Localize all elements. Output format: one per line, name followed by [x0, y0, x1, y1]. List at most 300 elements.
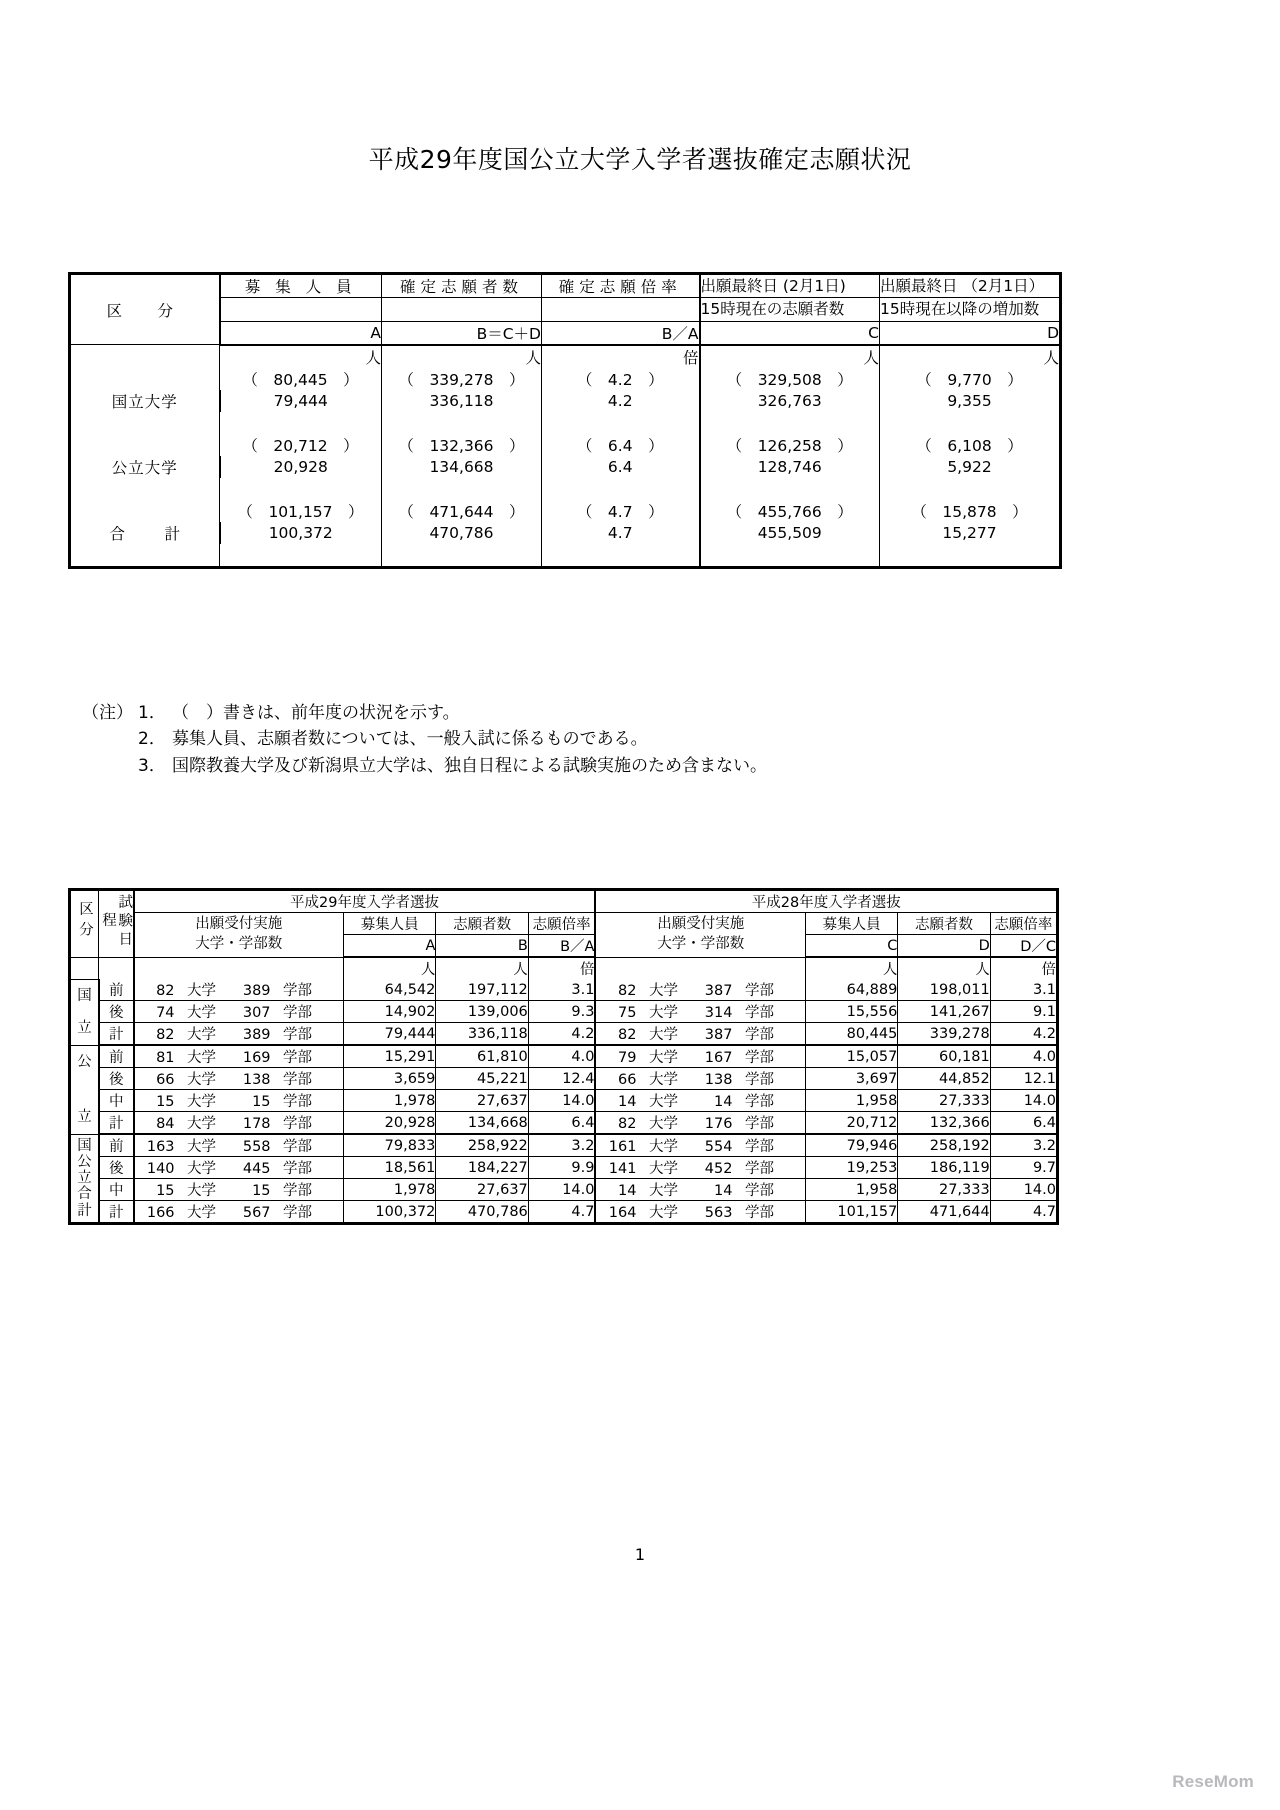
- bairitsu-cell: 4.2: [528, 1023, 595, 1046]
- header-shigan-h28: 志願者数: [898, 913, 990, 935]
- univ-word: 大学: [187, 1116, 217, 1132]
- univ-fac-cell: [595, 979, 805, 1001]
- table-row: [70, 979, 1058, 1001]
- table-row: [70, 1157, 1058, 1179]
- curr-shigan: 336,118: [382, 390, 542, 412]
- table-row: [70, 1023, 1058, 1046]
- shigan-cell: 27,637: [436, 1090, 528, 1112]
- table-row: （ 101,157 ） （ 471,644 ） （ 4.7 ） （ 455,766 ） （ 15,878 ）: [70, 500, 1061, 522]
- univ-word: 大学: [187, 1205, 217, 1221]
- shigan-cell: 134,668: [436, 1112, 528, 1135]
- boshu-cell: 64,889: [805, 979, 897, 1001]
- fac-count: 14: [714, 1183, 733, 1199]
- bairitsu-cell: 4.7: [990, 1201, 1057, 1224]
- page-number: 1: [634, 1545, 646, 1564]
- header-letter-b: B: [436, 935, 528, 958]
- spacer-row: [70, 412, 1061, 434]
- spacer-row: [70, 478, 1061, 500]
- univ-count: 14: [618, 1094, 637, 1110]
- bairitsu-cell: 3.2: [528, 1134, 595, 1157]
- univ-fac-cell: [134, 1090, 344, 1112]
- schedule-cell: 後: [99, 1001, 134, 1023]
- unit-nin: 人: [700, 345, 880, 368]
- univ-word: 大学: [187, 1050, 217, 1066]
- bairitsu-cell: 4.0: [990, 1045, 1057, 1068]
- unit-bai: 倍: [990, 957, 1057, 979]
- univ-word: 大学: [648, 1161, 678, 1177]
- table-row: （ 80,445 ） （ 339,278 ） （ 4.2 ） （ 329,508 ） （ 9,770 ）: [70, 368, 1061, 390]
- univ-fac-cell: [134, 1112, 344, 1135]
- bairitsu-cell: 4.2: [990, 1023, 1057, 1046]
- table-row: [70, 1112, 1058, 1135]
- curr-shigan: 470,786: [382, 522, 542, 544]
- row-label-public: 公立大学: [70, 456, 220, 478]
- prev-bairitsu: 4.2: [607, 370, 633, 389]
- univ-word: 大学: [187, 1094, 217, 1110]
- univ-fac-cell: [134, 1157, 344, 1179]
- schedule-cell: 前: [99, 1134, 134, 1157]
- table-header-row: [70, 274, 1061, 298]
- unit-nin: 人: [898, 957, 990, 979]
- table-row: （ 20,712 ） （ 132,366 ） （ 6.4 ） （ 126,258 ） （ 6,108 ）: [70, 434, 1061, 456]
- univ-count: 163: [146, 1139, 175, 1155]
- curr-boshu: 79,444: [220, 390, 382, 412]
- group-label-grand-total: 国 公 立 合 計: [70, 1134, 99, 1224]
- fac-count: 387: [704, 983, 733, 999]
- univ-count: 164: [608, 1205, 637, 1221]
- fac-count: 169: [242, 1050, 271, 1066]
- fac-word: 学部: [744, 1205, 774, 1221]
- table-header-row: [70, 890, 1058, 913]
- univ-fac-cell: [595, 1023, 805, 1046]
- shigan-cell: 258,922: [436, 1134, 528, 1157]
- header-shigan-h29: 志願者数: [436, 913, 528, 935]
- fac-word: 学部: [744, 1116, 774, 1132]
- schedule-cell: 計: [99, 1201, 134, 1224]
- shigan-cell: 197,112: [436, 979, 528, 1001]
- table-row: [70, 1045, 1058, 1068]
- summary-table-container: [68, 272, 1059, 569]
- header-letter-b: B＝C＋D: [382, 321, 542, 345]
- spacer-row: [70, 544, 1061, 568]
- schedule-cell: 後: [99, 1157, 134, 1179]
- fac-word: 学部: [744, 1161, 774, 1177]
- header-kubun-text: 区分: [76, 901, 93, 943]
- fac-word: 学部: [283, 1005, 313, 1021]
- prev-boshu: 101,157: [268, 502, 333, 521]
- prev-bairitsu: 6.4: [607, 436, 633, 455]
- header-uketsuke-h29: 出願受付実施 大学・学部数: [134, 913, 344, 958]
- boshu-cell: 3,659: [344, 1068, 436, 1090]
- univ-fac-cell: [595, 1134, 805, 1157]
- header-col-c-line1: 出願最終日 (2月1日): [700, 274, 880, 298]
- univ-fac-cell: [595, 1157, 805, 1179]
- univ-word: 大学: [648, 1094, 678, 1110]
- schedule-cell: 計: [99, 1023, 134, 1046]
- univ-fac-cell: [134, 1001, 344, 1023]
- fac-count: 15: [252, 1094, 271, 1110]
- header-letter-a: A: [344, 935, 436, 958]
- univ-count: 82: [618, 1027, 637, 1043]
- bairitsu-cell: 3.2: [990, 1134, 1057, 1157]
- boshu-cell: 15,556: [805, 1001, 897, 1023]
- fac-count: 138: [242, 1072, 271, 1088]
- bairitsu-cell: 3.1: [528, 979, 595, 1001]
- header-col-c-line2: 15時現在の志願者数: [700, 298, 880, 321]
- univ-word: 大学: [648, 1005, 678, 1021]
- header-letter-c: C: [700, 321, 880, 345]
- prev-shigan: 339,278: [429, 370, 494, 389]
- notes-block: [82, 700, 767, 779]
- header-schedule-vertical: [99, 890, 134, 958]
- fac-count: 387: [704, 1027, 733, 1043]
- bairitsu-cell: 9.1: [990, 1001, 1057, 1023]
- bairitsu-cell: 3.1: [990, 979, 1057, 1001]
- univ-fac-cell: [595, 1068, 805, 1090]
- note-number: 1．: [138, 703, 166, 723]
- fac-count: 15: [252, 1183, 271, 1199]
- univ-word: 大学: [187, 1183, 217, 1199]
- boshu-cell: 20,712: [805, 1112, 897, 1135]
- prev-c: 126,258: [757, 436, 822, 455]
- prev-value-wrap: （ 80,445 ）: [242, 370, 359, 389]
- header-boshu-h28: 募集人員: [805, 913, 897, 935]
- fac-word: 学部: [744, 1139, 774, 1155]
- header-bairitsu-h28: 志願倍率: [990, 913, 1057, 935]
- univ-count: 66: [156, 1072, 175, 1088]
- univ-word: 大学: [648, 1205, 678, 1221]
- fac-count: 554: [704, 1139, 733, 1155]
- units-row: [70, 957, 1058, 979]
- note-item: [82, 726, 767, 752]
- prev-boshu: 20,712: [273, 436, 328, 455]
- shigan-cell: 198,011: [898, 979, 990, 1001]
- boshu-cell: 80,445: [805, 1023, 897, 1046]
- univ-count: 166: [146, 1205, 175, 1221]
- shigan-cell: 184,227: [436, 1157, 528, 1179]
- univ-fac-cell: [595, 1112, 805, 1135]
- univ-count: 84: [156, 1116, 175, 1132]
- boshu-cell: 64,542: [344, 979, 436, 1001]
- shigan-cell: 258,192: [898, 1134, 990, 1157]
- notes-lead-label: （注）: [82, 703, 133, 723]
- table-row: [70, 1201, 1058, 1224]
- univ-count: 81: [156, 1050, 175, 1066]
- boshu-cell: 18,561: [344, 1157, 436, 1179]
- fac-word: 学部: [744, 983, 774, 999]
- unit-nin: 人: [220, 345, 382, 368]
- shigan-cell: 44,852: [898, 1068, 990, 1090]
- bairitsu-cell: 4.7: [528, 1201, 595, 1224]
- unit-nin: 人: [880, 345, 1061, 368]
- shigan-cell: 141,267: [898, 1001, 990, 1023]
- summary-table: [68, 272, 1062, 569]
- prev-d: 6,108: [947, 436, 992, 455]
- table-row: [70, 456, 1061, 478]
- header-shigan: 確定志願者数: [382, 274, 542, 298]
- fac-count: 389: [242, 983, 271, 999]
- unit-nin: 人: [805, 957, 897, 979]
- curr-c: 128,746: [700, 456, 880, 478]
- univ-fac-cell: [595, 1001, 805, 1023]
- header-kubun-vertical: [70, 890, 99, 958]
- prev-c: 455,766: [757, 502, 822, 521]
- header-uketsuke-h28: 出願受付実施 大学・学部数: [595, 913, 805, 958]
- boshu-cell: 15,057: [805, 1045, 897, 1068]
- shigan-cell: 61,810: [436, 1045, 528, 1068]
- fac-count: 452: [704, 1161, 733, 1177]
- header-letter-ba: B／A: [528, 935, 595, 958]
- fac-word: 学部: [283, 1205, 313, 1221]
- shigan-cell: 471,644: [898, 1201, 990, 1224]
- fac-word: 学部: [744, 1183, 774, 1199]
- shigan-cell: 60,181: [898, 1045, 990, 1068]
- unit-nin: 人: [382, 345, 542, 368]
- curr-d: 15,277: [880, 522, 1061, 544]
- fac-word: 学部: [283, 1161, 313, 1177]
- univ-word: 大学: [648, 983, 678, 999]
- boshu-cell: 1,978: [344, 1090, 436, 1112]
- fac-word: 学部: [283, 1183, 313, 1199]
- univ-count: 15: [156, 1183, 175, 1199]
- group-label-public: 公 立: [70, 1045, 99, 1134]
- header-bairitsu-h29: 志願倍率: [528, 913, 595, 935]
- fac-word: 学部: [744, 1005, 774, 1021]
- univ-fac-cell: [595, 1090, 805, 1112]
- univ-word: 大学: [187, 1005, 217, 1021]
- note-number: 2．: [138, 729, 166, 750]
- boshu-cell: 100,372: [344, 1201, 436, 1224]
- note-item: [82, 753, 767, 779]
- fac-word: 学部: [283, 983, 313, 999]
- shigan-cell: 139,006: [436, 1001, 528, 1023]
- fac-count: 567: [242, 1205, 271, 1221]
- fac-count: 138: [704, 1072, 733, 1088]
- group-label-national: 国 立: [70, 979, 99, 1045]
- curr-bairitsu: 4.2: [542, 390, 700, 412]
- univ-fac-cell: [595, 1045, 805, 1068]
- univ-count: 141: [608, 1161, 637, 1177]
- curr-bairitsu: 6.4: [542, 456, 700, 478]
- schedule-cell: 計: [99, 1112, 134, 1135]
- prev-shigan: 471,644: [429, 502, 494, 521]
- shigan-cell: 27,637: [436, 1179, 528, 1201]
- boshu-cell: 3,697: [805, 1068, 897, 1090]
- univ-fac-cell: [134, 1023, 344, 1046]
- univ-fac-cell: [134, 979, 344, 1001]
- header-kubun: 区 分: [70, 274, 220, 345]
- header-letter-ba: B／A: [542, 321, 700, 345]
- fac-count: 307: [242, 1005, 271, 1021]
- header-letter-a: A: [220, 321, 382, 345]
- univ-count: 82: [618, 1116, 637, 1132]
- fac-count: 176: [704, 1116, 733, 1132]
- schedule-cell: 前: [99, 1045, 134, 1068]
- curr-c: 326,763: [700, 390, 880, 412]
- note-item: [82, 700, 767, 726]
- univ-count: 75: [618, 1005, 637, 1021]
- bairitsu-cell: 12.4: [528, 1068, 595, 1090]
- note-text: 募集人員、志願者数については、一般入試に係るものである。: [172, 729, 648, 750]
- fac-word: 学部: [744, 1072, 774, 1088]
- shigan-cell: 186,119: [898, 1157, 990, 1179]
- header-letter-d: D: [880, 321, 1061, 345]
- fac-count: 314: [704, 1005, 733, 1021]
- prev-bairitsu: 4.7: [607, 502, 633, 521]
- header-col-d-line1: 出願最終日 （2月1日）: [880, 274, 1061, 298]
- boshu-cell: 15,291: [344, 1045, 436, 1068]
- table-row: [70, 1090, 1058, 1112]
- header-letter-d: D: [898, 935, 990, 958]
- table-row: [70, 1134, 1058, 1157]
- fac-count: 563: [704, 1205, 733, 1221]
- boshu-cell: 101,157: [805, 1201, 897, 1224]
- univ-count: 82: [156, 983, 175, 999]
- table-row: [70, 1068, 1058, 1090]
- page-title: 平成29年度国公立大学入学者選抜確定志願状況: [368, 145, 912, 174]
- bairitsu-cell: 14.0: [990, 1179, 1057, 1201]
- row-label-total: 合 計: [70, 522, 220, 544]
- note-indent: [82, 753, 138, 779]
- header-col-d-line2: 15時現在以降の増加数: [880, 298, 1061, 321]
- boshu-cell: 1,958: [805, 1179, 897, 1201]
- header-bairitsu: 確定志願倍率: [542, 274, 700, 298]
- table-header-row: [70, 913, 1058, 935]
- unit-bai: 倍: [528, 957, 595, 979]
- bairitsu-cell: 9.7: [990, 1157, 1057, 1179]
- bairitsu-cell: 6.4: [990, 1112, 1057, 1135]
- header-letter-dc: D／C: [990, 935, 1057, 958]
- univ-word: 大学: [187, 1027, 217, 1043]
- prev-c: 329,508: [757, 370, 822, 389]
- univ-count: 161: [608, 1139, 637, 1155]
- univ-count: 82: [156, 1027, 175, 1043]
- curr-shigan: 134,668: [382, 456, 542, 478]
- fac-count: 445: [242, 1161, 271, 1177]
- schedule-cell: 前: [99, 979, 134, 1001]
- univ-word: 大学: [648, 1050, 678, 1066]
- fac-word: 学部: [283, 1094, 313, 1110]
- bairitsu-cell: 14.0: [528, 1090, 595, 1112]
- boshu-cell: 1,958: [805, 1090, 897, 1112]
- bairitsu-cell: 14.0: [528, 1179, 595, 1201]
- fac-word: 学部: [744, 1027, 774, 1043]
- header-boshu: 募 集 人 員: [220, 274, 382, 298]
- shigan-cell: 27,333: [898, 1179, 990, 1201]
- univ-count: 140: [146, 1161, 175, 1177]
- univ-word: 大学: [648, 1139, 678, 1155]
- prev-d: 9,770: [947, 370, 992, 389]
- shigan-cell: 470,786: [436, 1201, 528, 1224]
- fac-count: 167: [704, 1050, 733, 1066]
- univ-fac-cell: [595, 1179, 805, 1201]
- shigan-cell: 132,366: [898, 1112, 990, 1135]
- shigan-cell: 339,278: [898, 1023, 990, 1046]
- univ-fac-cell: [134, 1068, 344, 1090]
- univ-count: 82: [618, 983, 637, 999]
- univ-fac-cell: [134, 1201, 344, 1224]
- header-schedule-text: 試験日程: [99, 893, 133, 950]
- curr-d: 9,355: [880, 390, 1061, 412]
- header-boshu-h29: 募集人員: [344, 913, 436, 935]
- bairitsu-cell: 9.9: [528, 1157, 595, 1179]
- univ-fac-cell: [134, 1179, 344, 1201]
- shigan-cell: 45,221: [436, 1068, 528, 1090]
- curr-bairitsu: 4.7: [542, 522, 700, 544]
- univ-count: 15: [156, 1094, 175, 1110]
- boshu-cell: 20,928: [344, 1112, 436, 1135]
- fac-word: 学部: [744, 1094, 774, 1110]
- curr-boshu: 100,372: [220, 522, 382, 544]
- curr-d: 5,922: [880, 456, 1061, 478]
- univ-fac-cell: [595, 1201, 805, 1224]
- bairitsu-cell: 4.0: [528, 1045, 595, 1068]
- univ-word: 大学: [648, 1072, 678, 1088]
- table-row: [70, 390, 1061, 412]
- curr-boshu: 20,928: [220, 456, 382, 478]
- univ-count: 66: [618, 1072, 637, 1088]
- detail-table: [68, 888, 1059, 1225]
- univ-word: 大学: [187, 1072, 217, 1088]
- univ-count: 74: [156, 1005, 175, 1021]
- table-row: [70, 1001, 1058, 1023]
- row-label-national: 国立大学: [70, 390, 220, 412]
- table-row: [70, 522, 1061, 544]
- note-text: 国際教養大学及び新潟県立大学は、独自日程による試験実施のため含まない。: [172, 755, 767, 776]
- fac-count: 558: [242, 1139, 271, 1155]
- univ-word: 大学: [187, 1139, 217, 1155]
- univ-count: 79: [618, 1050, 637, 1066]
- univ-word: 大学: [187, 983, 217, 999]
- univ-count: 14: [618, 1183, 637, 1199]
- boshu-cell: 19,253: [805, 1157, 897, 1179]
- univ-word: 大学: [648, 1027, 678, 1043]
- boshu-cell: 79,444: [344, 1023, 436, 1046]
- univ-fac-cell: [134, 1134, 344, 1157]
- bairitsu-cell: 9.3: [528, 1001, 595, 1023]
- fac-count: 14: [714, 1094, 733, 1110]
- table-row: [70, 1179, 1058, 1201]
- bairitsu-cell: 12.1: [990, 1068, 1057, 1090]
- note-text: （ ）書きは、前年度の状況を示す。: [172, 703, 460, 723]
- unit-bai: 倍: [542, 345, 700, 368]
- shigan-cell: 336,118: [436, 1023, 528, 1046]
- prev-boshu: 80,445: [273, 370, 328, 389]
- univ-fac-cell: [134, 1045, 344, 1068]
- schedule-cell: 中: [99, 1179, 134, 1201]
- fac-count: 389: [242, 1027, 271, 1043]
- fac-word: 学部: [283, 1072, 313, 1088]
- univ-word: 大学: [187, 1161, 217, 1177]
- schedule-cell: 後: [99, 1068, 134, 1090]
- header-letter-c: C: [805, 935, 897, 958]
- prev-d: 15,878: [942, 502, 997, 521]
- boshu-cell: 14,902: [344, 1001, 436, 1023]
- fac-word: 学部: [283, 1027, 313, 1043]
- header-year-h28: 平成28年度入学者選抜: [595, 890, 1057, 913]
- boshu-cell: 79,833: [344, 1134, 436, 1157]
- detail-table-container: [68, 888, 1059, 1225]
- prev-shigan: 132,366: [429, 436, 494, 455]
- note-number: 3．: [138, 755, 166, 776]
- fac-word: 学部: [283, 1139, 313, 1155]
- univ-word: 大学: [648, 1183, 678, 1199]
- fac-count: 178: [242, 1116, 271, 1132]
- univ-word: 大学: [648, 1116, 678, 1132]
- boshu-cell: 79,946: [805, 1134, 897, 1157]
- bairitsu-cell: 14.0: [990, 1090, 1057, 1112]
- curr-c: 455,509: [700, 522, 880, 544]
